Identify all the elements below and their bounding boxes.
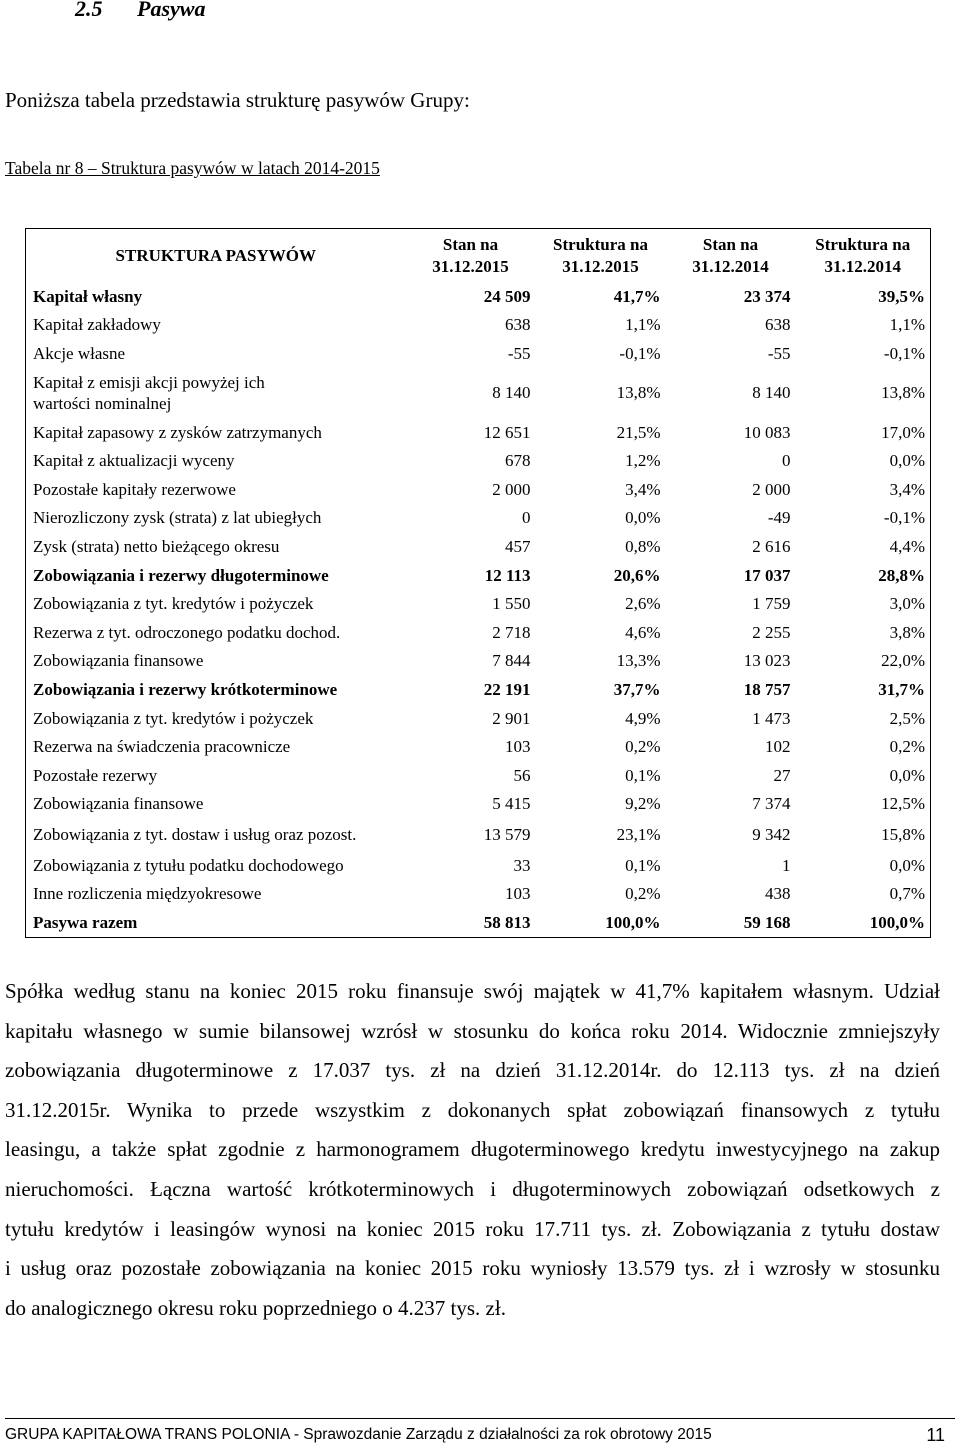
row-label: Nierozliczony zysk (strata) z lat ubiegłych xyxy=(33,508,322,528)
value-struktura-2014: 1,1% xyxy=(889,315,925,335)
value-struktura-2015: -0,1% xyxy=(619,343,661,363)
value-stan-2015: 12 113 xyxy=(484,565,531,585)
value-stan-2014: 2 000 xyxy=(752,479,791,499)
value-struktura-2015: 37,7% xyxy=(613,679,661,699)
value-struktura-2015: 0,2% xyxy=(625,884,661,904)
value-struktura-2014: 4,4% xyxy=(889,536,925,556)
table-row xyxy=(26,618,931,647)
value-stan-2015: 638 xyxy=(505,315,531,335)
value-struktura-2014: 3,0% xyxy=(889,594,925,614)
value-struktura-2014: 22,0% xyxy=(881,651,925,671)
value-struktura-2015: 41,7% xyxy=(613,286,661,306)
table-row xyxy=(26,311,931,340)
value-stan-2014: 0 xyxy=(782,451,791,471)
value-struktura-2014: 13,8% xyxy=(881,383,925,403)
table-row-total-equity xyxy=(26,283,931,312)
value-struktura-2014: 17,0% xyxy=(881,422,925,442)
row-label: Kapitał z aktualizacji wyceny xyxy=(33,451,235,471)
row-label: Inne rozliczenia międzyokresowe xyxy=(33,884,262,904)
value-stan-2014: 7 374 xyxy=(752,794,791,814)
paragraph-line: zobowiązania długoterminowe z 17.037 tys. zł na dzień 31.12.2014r. do 12.113 tys. zł na dzień xyxy=(5,1058,940,1083)
value-stan-2014: 638 xyxy=(765,315,791,335)
table-header-row xyxy=(26,229,931,283)
footer-text: GRUPA KAPITAŁOWA TRANS POLONIA - Sprawozdanie Zarządu z działalności za rok obrotowy 2015 xyxy=(5,1426,712,1443)
row-label: Zobowiązania z tytułu podatku dochodowego xyxy=(33,855,344,875)
value-stan-2015: 58 813 xyxy=(483,912,531,932)
value-struktura-2015: 1,2% xyxy=(625,451,661,471)
value-struktura-2015: 4,9% xyxy=(625,708,661,728)
value-stan-2015: 2 000 xyxy=(492,479,531,499)
value-stan-2014: 2 616 xyxy=(752,536,791,556)
value-struktura-2014: 39,5% xyxy=(878,286,925,306)
column-header-struktura-2015: Struktura na 31.12.2015 xyxy=(553,234,648,276)
table-row xyxy=(26,852,931,881)
value-stan-2015: 5 415 xyxy=(492,794,531,814)
value-struktura-2015: 13,3% xyxy=(616,651,661,671)
row-label: Pasywa razem xyxy=(33,912,138,932)
value-struktura-2015: 0,1% xyxy=(625,765,661,785)
page-number: 11 xyxy=(926,1425,945,1445)
table-row-grand-total xyxy=(26,909,931,938)
paragraph-line: leasingu, a także spłat zgodnie z harmonogramem długoterminowego kredytu inwestycyjnego na zakup xyxy=(5,1137,940,1162)
value-stan-2014: 13 023 xyxy=(743,651,791,671)
column-header-stan-2014: Stan na 31.12.2014 xyxy=(692,234,769,276)
table-row-short-term-total xyxy=(26,676,931,705)
value-struktura-2015: 0,0% xyxy=(625,508,661,528)
value-struktura-2015: 20,6% xyxy=(613,565,661,585)
value-struktura-2014: 31,7% xyxy=(878,679,925,699)
liabilities-structure-table xyxy=(25,228,931,938)
table-row-long-term-total xyxy=(26,561,931,590)
value-stan-2014: 9 342 xyxy=(752,825,791,845)
table-row xyxy=(26,647,931,676)
header-label: STRUKTURA PASYWÓW xyxy=(115,245,316,265)
paragraph-line: Spółka według stanu na koniec 2015 roku finansuje swój majątek w 41,7% kapitałem własnym. Udział xyxy=(5,979,940,1003)
value-struktura-2015: 0,8% xyxy=(625,536,661,556)
value-struktura-2015: 13,8% xyxy=(616,383,661,403)
value-struktura-2015: 1,1% xyxy=(625,315,661,335)
column-header-stan-2015: Stan na 31.12.2015 xyxy=(432,234,509,276)
paragraph-line: tytułu kredytów i leasingów wynosi na koniec 2015 roku 17.711 tys. zł. Zobowiązania z tytułu dostaw xyxy=(5,1216,940,1241)
value-struktura-2015: 0,1% xyxy=(625,855,661,875)
value-struktura-2014: 12,5% xyxy=(881,794,925,814)
value-struktura-2014: -0,1% xyxy=(883,343,925,363)
value-stan-2015: 103 xyxy=(505,737,531,757)
paragraph-line: i usług oraz pozostałe zobowiązania na koniec 2015 roku wyniosły 13.579 tys. zł i wzrosły w stosunku xyxy=(5,1256,940,1281)
table-row xyxy=(26,340,931,369)
value-stan-2014: 1 xyxy=(782,855,791,875)
value-struktura-2014: 3,4% xyxy=(889,479,925,499)
section-number: 2.5 xyxy=(75,0,103,21)
footer-divider xyxy=(5,1418,955,1419)
table-row xyxy=(26,761,931,790)
table-row xyxy=(26,819,931,852)
value-stan-2015: 2 901 xyxy=(492,708,531,728)
value-struktura-2014: 0,0% xyxy=(889,855,925,875)
value-struktura-2015: 3,4% xyxy=(625,479,661,499)
value-struktura-2015: 9,2% xyxy=(625,794,661,814)
table-row xyxy=(26,590,931,619)
row-label: Kapitał z emisji akcji powyżej ich wartości nominalnej xyxy=(33,373,265,414)
value-struktura-2014: 15,8% xyxy=(881,825,925,845)
value-struktura-2014: 3,8% xyxy=(889,622,925,642)
value-struktura-2015: 2,6% xyxy=(625,594,661,614)
value-struktura-2014: 0,0% xyxy=(889,451,925,471)
table-caption: Tabela nr 8 – Struktura pasywów w latach 2014-2015 xyxy=(5,158,380,178)
row-label-cell xyxy=(26,368,406,418)
row-label: Rezerwa z tyt. odroczonego podatku dochod. xyxy=(33,622,341,642)
row-label: Zobowiązania finansowe xyxy=(33,794,204,814)
value-struktura-2014: -0,1% xyxy=(883,508,925,528)
table-row xyxy=(26,418,931,447)
value-stan-2015: -55 xyxy=(507,343,531,363)
value-stan-2015: 2 718 xyxy=(492,622,531,642)
paragraph-line: 31.12.2015r. Wynika to przede wszystkim z dokonanych spłat zobowiązań finansowych z tytułu xyxy=(5,1097,940,1122)
value-stan-2015: 24 509 xyxy=(483,286,531,306)
row-label: Kapitał własny xyxy=(33,286,143,306)
row-label: Pozostałe rezerwy xyxy=(33,765,158,785)
table-row xyxy=(26,533,931,562)
table-row xyxy=(26,368,931,418)
value-stan-2015: 13 579 xyxy=(483,825,531,845)
paragraph-line: kapitału własnego w sumie bilansowej wzrósł w stosunku do końca roku 2014. Widocznie zmniejszyły xyxy=(5,1018,940,1043)
value-stan-2014: 27 xyxy=(773,765,791,785)
value-stan-2014: -49 xyxy=(767,508,791,528)
value-stan-2015: 103 xyxy=(505,884,531,904)
value-stan-2014: 8 140 xyxy=(752,383,791,403)
table-row xyxy=(26,704,931,733)
value-stan-2014: 10 083 xyxy=(743,422,791,442)
value-stan-2014: 1 759 xyxy=(752,594,791,614)
value-stan-2015: 33 xyxy=(513,855,531,875)
paragraph-line: nieruchomości. Łączna wartość krótkoterminowych i długoterminowych zobowiązań odsetkowych z xyxy=(5,1176,940,1201)
value-struktura-2015: 23,1% xyxy=(616,825,661,845)
value-stan-2014: 438 xyxy=(765,884,791,904)
table-row xyxy=(26,733,931,762)
value-stan-2014: -55 xyxy=(767,343,791,363)
row-label: Pozostałe kapitały rezerwowe xyxy=(33,479,236,499)
value-stan-2015: 12 651 xyxy=(483,422,531,442)
row-label: Zobowiązania z tyt. dostaw i usług oraz pozost. xyxy=(33,825,357,845)
value-struktura-2015: 21,5% xyxy=(616,422,661,442)
value-stan-2014: 23 374 xyxy=(743,286,791,306)
row-label: Rezerwa na świadczenia pracownicze xyxy=(33,737,291,757)
value-stan-2015: 22 191 xyxy=(483,679,531,699)
row-label: Kapitał zapasowy z zysków zatrzymanych xyxy=(33,422,322,442)
value-struktura-2015: 100,0% xyxy=(605,912,661,932)
value-stan-2014: 1 473 xyxy=(752,708,791,728)
value-struktura-2015: 4,6% xyxy=(625,622,661,642)
value-stan-2015: 7 844 xyxy=(492,651,531,671)
table-row xyxy=(26,790,931,819)
value-struktura-2015: 0,2% xyxy=(625,737,661,757)
row-label: Akcje własne xyxy=(33,343,126,363)
table-row xyxy=(26,504,931,533)
row-label: Zobowiązania i rezerwy długoterminowe xyxy=(33,565,329,585)
row-label: Zobowiązania z tyt. kredytów i pożyczek xyxy=(33,708,314,728)
table-row xyxy=(26,447,931,476)
column-header-struktura-2014: Struktura na 31.12.2014 xyxy=(815,234,911,276)
table-row xyxy=(26,880,931,909)
value-struktura-2014: 0,7% xyxy=(889,884,925,904)
row-label: Kapitał zakładowy xyxy=(33,315,161,335)
intro-text: Poniższa tabela przedstawia strukturę pasywów Grupy: xyxy=(5,88,470,112)
section-title: Pasywa xyxy=(137,0,206,21)
value-struktura-2014: 0,0% xyxy=(889,765,925,785)
value-struktura-2014: 28,8% xyxy=(878,565,925,585)
value-struktura-2014: 0,2% xyxy=(889,737,925,757)
value-stan-2014: 17 037 xyxy=(743,565,791,585)
value-stan-2015: 1 550 xyxy=(492,594,531,614)
value-stan-2015: 56 xyxy=(513,765,531,785)
value-stan-2015: 678 xyxy=(505,451,531,471)
value-stan-2014: 59 168 xyxy=(743,912,791,932)
value-struktura-2014: 2,5% xyxy=(889,708,925,728)
value-struktura-2014: 100,0% xyxy=(869,912,925,932)
value-stan-2015: 457 xyxy=(505,536,531,556)
row-label: Zobowiązania finansowe xyxy=(33,651,204,671)
table-row xyxy=(26,475,931,504)
row-label: Zysk (strata) netto bieżącego okresu xyxy=(33,536,280,556)
section-heading xyxy=(75,0,205,24)
analysis-paragraph xyxy=(5,972,940,1328)
value-stan-2015: 8 140 xyxy=(492,383,531,403)
row-label: Zobowiązania i rezerwy krótkoterminowe xyxy=(33,679,338,699)
value-stan-2015: 0 xyxy=(522,508,531,528)
value-stan-2014: 18 757 xyxy=(743,679,791,699)
row-label: Zobowiązania z tyt. kredytów i pożyczek xyxy=(33,594,314,614)
value-stan-2014: 2 255 xyxy=(752,622,791,642)
paragraph-line: do analogicznego okresu roku poprzedniego o 4.237 tys. zł. xyxy=(5,1295,506,1320)
value-stan-2014: 102 xyxy=(765,737,791,757)
